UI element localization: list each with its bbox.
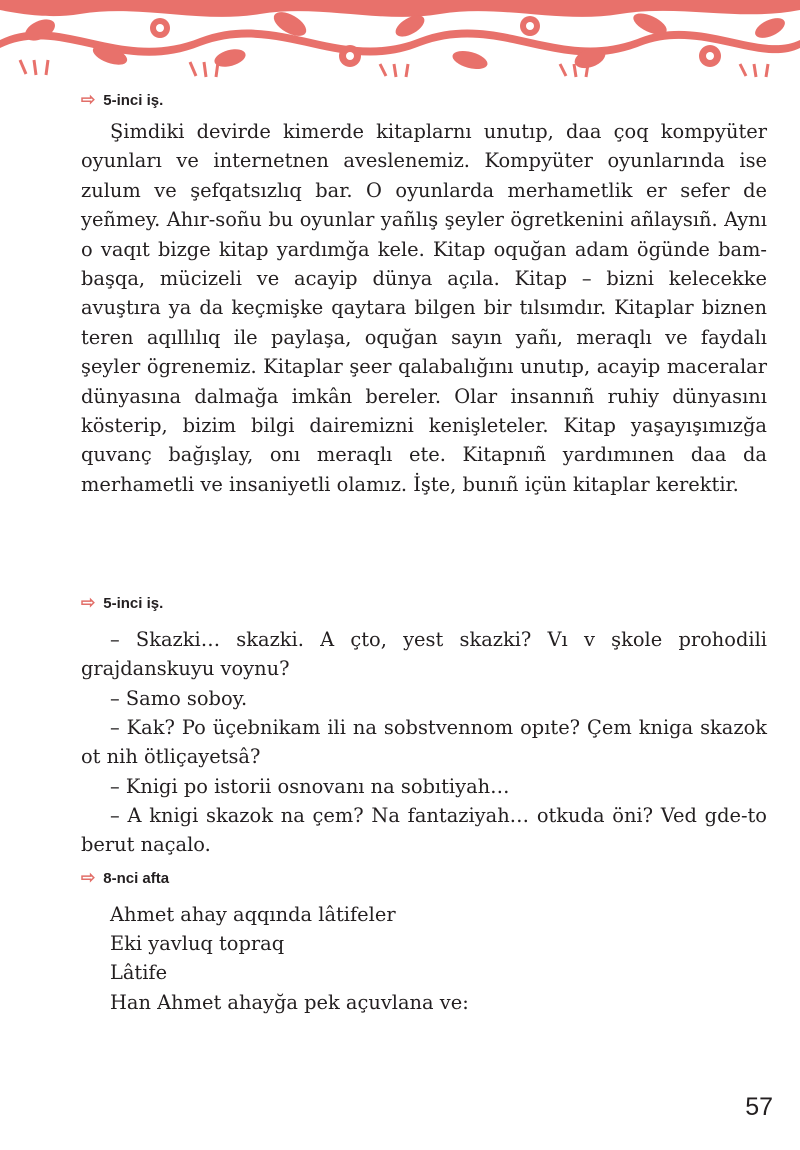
section-heading-text: 5-inci iş.: [103, 594, 164, 612]
dialogue-line: – Skazki… skazki. A çto, yest skazki? Vı v şkole prohodili grajdanskuyu voynu?: [81, 628, 767, 681]
list-line: Lâtife: [110, 961, 168, 984]
section-heading: [81, 868, 169, 888]
section-heading: [81, 593, 163, 613]
section-heading-text: 8-nci afta: [103, 869, 170, 887]
page-number: 57: [745, 1093, 773, 1121]
text-paragraph: Şimdiki devirde kimerde kitaplarnı unutıp, daa çoq kompyüter oyunları ve internetnen aveslenemiz. Kompyüter oyunlarında ise zulum ve şefqatsızlıq bar. O oyunlarda merhametlik er sefer de yeñmey. Ahır-soñu bu oyunlar yañlış şeyler ögretkenini añlaysıñ. Aynı o vaqıt bizge kitap yardımğa kele. Kitap oquğan adam ögünde bam-başqa, mücizeli ve acayip dünya açıla. Kitap – bizni kelecekke avuştıra ya da keçmişke qaytara bilgen bir tılsımdır. Kitaplar biznen teren aqıllılıq ile paylaşa, oquğan sayın yañı, meraqlı ve faydalı şeyler ögrenemiz. Kitaplar şeer qalabalığını unutıp, acayip maceralar dünyasına dalmağa imkân bereler. Olar insannıñ ruhiy dünyasını kösterip, bizim bilgi dairemizni kenişleteler. Kitap yaşayışımızğa quvanç bağışlay, onı meraqlı ete. Kitapnıñ yardımınen daa da merhametli ve insaniyetli olamız. İşte, bunıñ içün kitaplar kerektir.: [81, 120, 767, 496]
arrow-right-icon: ⇨: [81, 868, 96, 887]
list-line: Ahmet ahay aqqında lâtifeler: [110, 903, 396, 926]
list-line: Han Ahmet ahayğa pek açuvlana ve:: [110, 991, 469, 1014]
arrow-right-icon: ⇨: [81, 90, 96, 109]
dialogue-line: – Kak? Po üçebnikam ili na sobstvennom opıte? Çem kniga skazok ot nih ötliçayetsâ?: [81, 716, 767, 769]
section-heading: [81, 90, 163, 110]
list-line: Eki yavluq topraq: [110, 932, 285, 955]
floral-ornament-border: [0, 0, 800, 78]
section-heading-text: 5-inci iş.: [103, 91, 164, 109]
dialogue-line: – Knigi po istorii osnovanı na sobıtiyah…: [110, 775, 510, 798]
dialogue-line: – Samo soboy.: [110, 687, 248, 710]
dialogue-line: – A knigi skazok na çem? Na fantaziyah… otkuda öni? Ved gde-to berut naçalo.: [81, 804, 767, 857]
arrow-right-icon: ⇨: [81, 593, 96, 612]
